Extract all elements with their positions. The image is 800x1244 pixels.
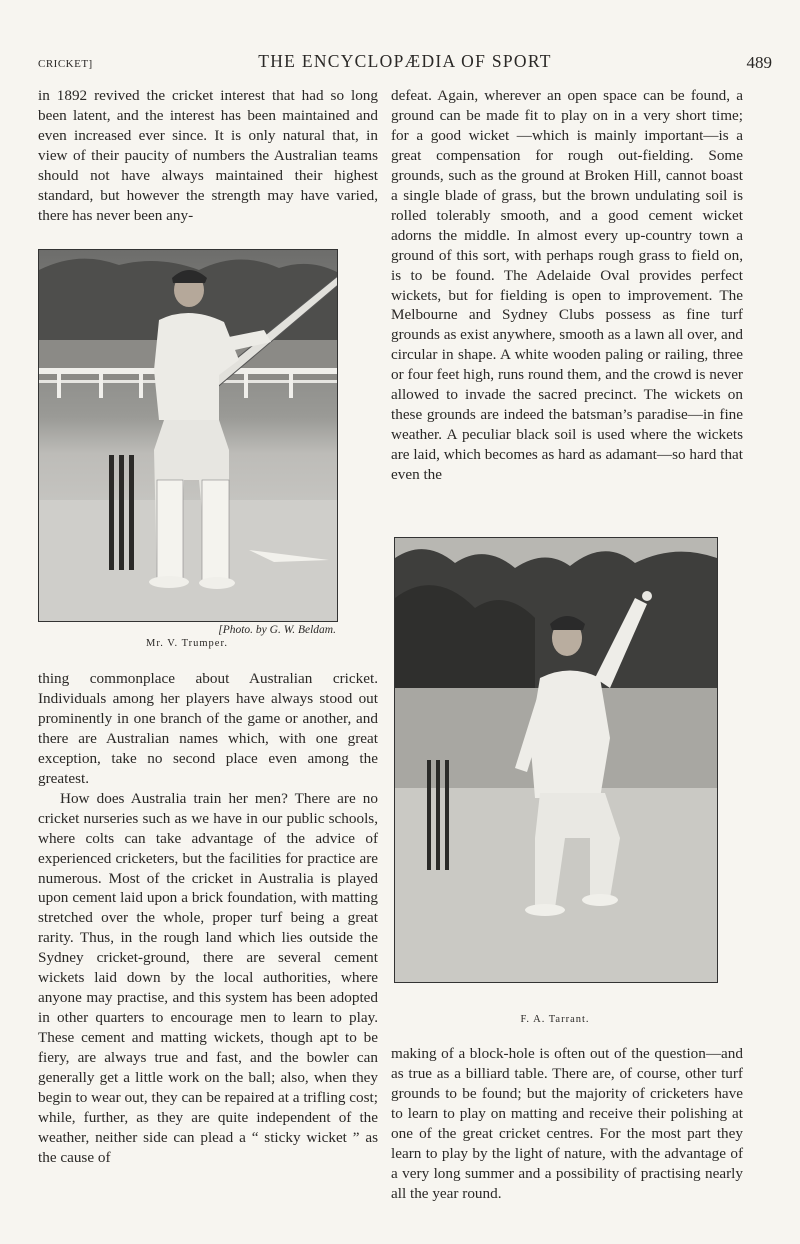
photo-credit: [Photo. by G. W. Beldam. [218,624,336,636]
right-column-top [391,86,743,485]
left-column-top [38,86,378,226]
page-number: 489 [746,53,772,72]
photo-caption: Mr. V. Trumper. [145,638,228,649]
paragraph: in 1892 revived the cricket interest that had so long been latent, and the interest has been maintained and even increased ever since. It is only natural that, in view of their paucity of numbers the Australian teams should not have always maintained their highest standard, but however the strength may have varied, there has never been any- [38,87,378,224]
book-title: THE ENCYCLOPÆDIA OF SPORT [258,51,552,71]
right-column-bottom [391,1044,743,1204]
paragraph: defeat. Again, wherever an open space can be found, a ground can be made fit to play on in a very short time; for a good wicket —which is mainly important—is a great compensation for rough out-fielding. Some grounds, such as the ground at Broken Hill, cannot boast a single blade of grass, but the brown undulating soil is rolled tolerably smooth, and a good cement wicket adorns the middle. In almost every up-country town a ground of this sort, with perhaps rough grass to field on, is to be found. The Adelaide Oval provides perfect wickets, but for fielding is open to improvement. The Melbourne and Sydney Clubs possess as fine turf grounds as exist anywhere, smooth as a lawn all over, and circular in shape. A white wooden paling or railing, three or four feet high, runs round them, and the crowd is never allowed to invade the sacred precinct. The wickets on these grounds are indeed the batsman’s paradise—in fine weather. A peculiar black soil is used where the wickets are laid, which becomes as hard as adamant—so hard that even the [391,87,743,484]
paragraph: making of a block-hole is often out of the question—and as true as a billiard table. There are, of course, other turf grounds to be found; but the majority of cricketers have to learn to play on matting and receive their polishing at one of the great cricket centres. For the most part they learn to play by the light of nature, with the advantage of a very long summer and a possibility of practising nearly all the year round. [391,1045,743,1202]
section-label: CRICKET] [38,58,93,70]
running-header [38,48,772,76]
photo-caption: F. A. Tarrant. [520,1014,590,1025]
left-column-bottom [38,669,378,1168]
photo-trumper [38,249,338,622]
photo-tarrant [394,537,718,983]
paragraph: thing commonplace about Australian cricket. Individuals among her players have always stood out prominently in one branch of the game or another, and there are Australian names which, with one great exception, take no second place even among the greatest. [38,670,378,787]
paragraph: How does Australia train her men? There are no cricket nurseries such as we have in our public schools, where colts can take advantage of the advice of experienced cricketers, but the facilities for practice are numerous. Most of the cricket in Australia is played upon cement laid upon a brick foundation, with matting stretched over the whole, proper turf being a great rarity. Thus, in the rough land which lies outside the Sydney cricket-ground, there are several cement wickets laid down by the local authorities, where anyone may practise, and this system has been adopted in other quarters to encourage men to learn to play. These cement and matting wickets, though apt to be fiery, are always true and fast, and the bowler can generally get a little work on the ball; also, when they begin to wear out, they can be repaired at a trifling cost; while, further, as they are quite independent of the weather, neither side can plead a “ sticky wicket ” as the cause of [38,789,378,1166]
